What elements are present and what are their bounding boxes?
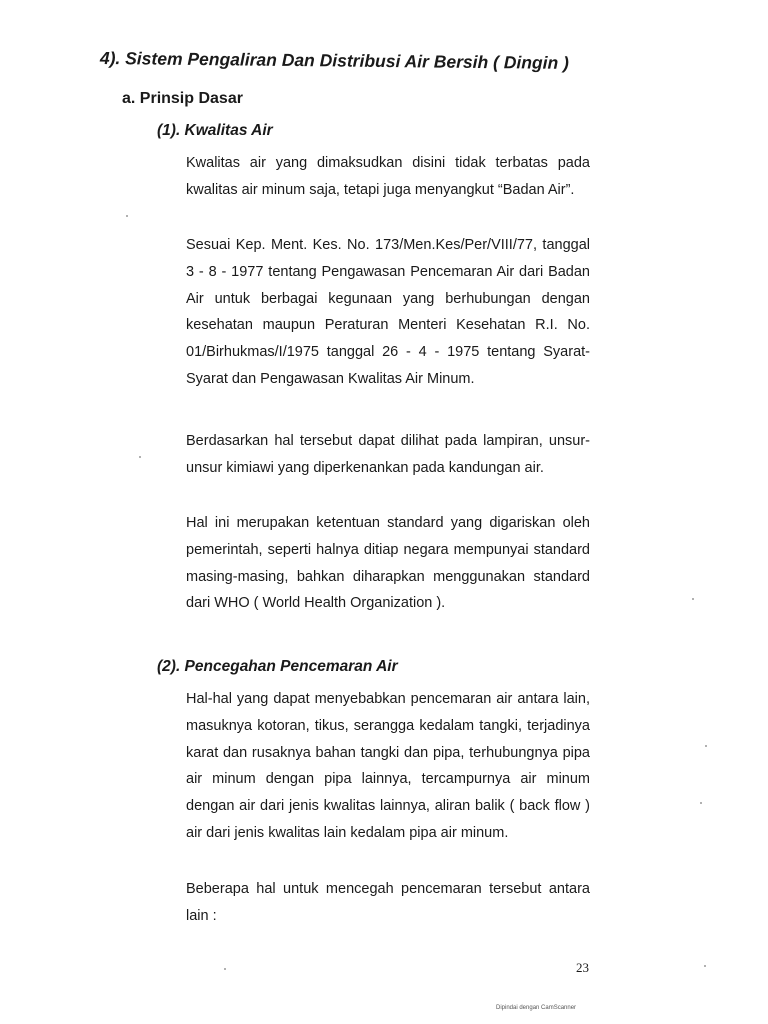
paragraph: Beberapa hal untuk mencegah pencemaran tersebut antara lain :	[186, 881, 590, 924]
paragraph: Sesuai Kep. Ment. Kes. No. 173/Men.Kes/Per/VIII/77, tanggal 3 - 8 - 1977 tentang Pengawasan Pencemaran Air dari Badan Air untuk berbagai kegunaan yang berhubungan dengan kesehatan maupun Peraturan Menteri Kesehatan R.I. No. 01/Birhukmas/I/1975 tanggal 26 - 4 - 1975 tentang Syarat-Syarat dan Pengawasan Kwalitas Air Minum.	[186, 237, 590, 387]
section-heading: a. Prinsip Dasar	[122, 90, 243, 107]
scan-speck	[224, 968, 226, 970]
paragraph: Kwalitas air yang dimaksudkan disini tidak terbatas pada kwalitas air minum saja, tetapi juga menyangkut “Badan Air”.	[186, 155, 590, 198]
chapter-heading: 4). Sistem Pengaliran Dan Distribusi Air Bersih ( Dingin )	[99, 48, 570, 73]
scan-speck	[700, 802, 702, 804]
scanner-watermark: Dipindai dengan CamScanner	[496, 1005, 577, 1011]
scan-speck	[692, 598, 694, 600]
scan-speck	[704, 965, 706, 967]
paragraph: Berdasarkan hal tersebut dapat dilihat pada lampiran, unsur-unsur kimiawi yang diperkenankan pada kandungan air.	[186, 433, 590, 476]
scan-speck	[139, 456, 141, 458]
subsection-title-pencegahan: (2). Pencegahan Pencemaran Air	[157, 658, 398, 675]
scan-speck	[705, 745, 707, 747]
paragraph: Hal ini merupakan ketentuan standard yang digariskan oleh pemerintah, seperti halnya ditiap negara mempunyai standard masing-masing, bahkan diharapkan menggunakan standard dari WHO ( World Health Organization ).	[186, 515, 590, 612]
page-number: 23	[576, 960, 589, 975]
scan-speck	[126, 215, 128, 217]
paragraph: Hal-hal yang dapat menyebabkan pencemaran air antara lain, masuknya kotoran, tikus, serangga kedalam tangki, terjadinya karat dan rusaknya bahan tangki dan pipa, terhubungnya pipa air minum dengan pipa lainnya, tercampurnya air minum dengan air dari jenis kwalitas lainnya, aliran balik ( back flow ) air dari jenis kwalitas lain kedalam pipa air minum.	[186, 691, 590, 841]
subsection-title-kwalitas-air: (1). Kwalitas Air	[157, 122, 273, 139]
